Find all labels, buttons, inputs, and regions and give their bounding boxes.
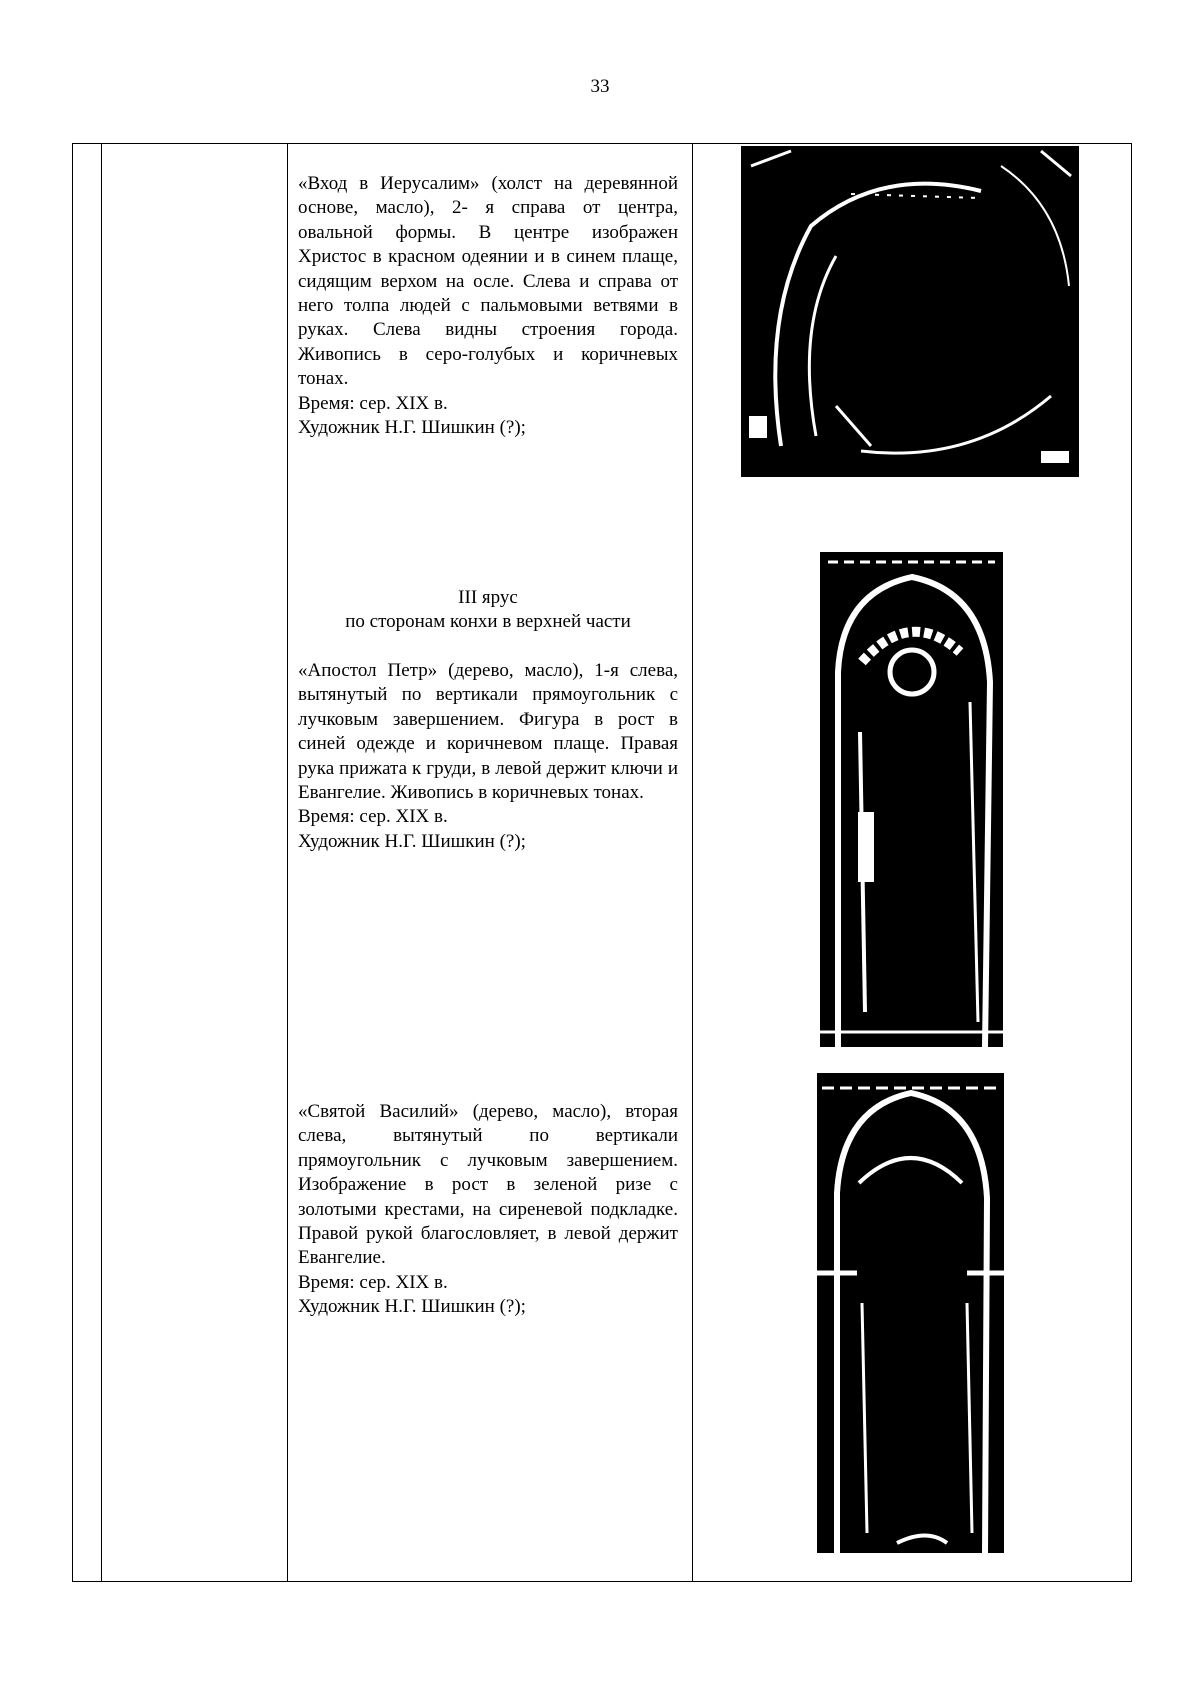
tier-heading xyxy=(298,586,678,635)
column-divider xyxy=(101,144,102,1581)
entrance-jerusalem-photo xyxy=(741,146,1079,477)
tier-title: III ярус xyxy=(458,587,518,608)
saint-basil-photo xyxy=(817,1073,1004,1553)
entry-time: Время: сер. XIX в. xyxy=(298,806,448,828)
page-number: 33 xyxy=(590,76,610,97)
entry-description: «Святой Василий» (дерево, масло), вторая слева, вытянутый по вертикали прямоугольник с лучковым завершением. Изображение в рост в зеленой ризе с золотыми крестами, на сиреневой подкладке. Правой рукой благословляет, в левой держит Евангелие. xyxy=(298,1101,678,1269)
column-divider xyxy=(287,144,288,1581)
entry-time: Время: сер. XIX в. xyxy=(298,392,448,414)
entry-description: «Апостол Петр» (дерево, масло), 1-я слева, вытянутый по вертикали прямоугольник с лучковым завершением. Фигура в рост в синей одежде и коричневом плаще. Правая рука прижата к груди, в левой держит ключи и Евангелие. Живопись в коричневых тонах. xyxy=(298,660,678,804)
entry-apostle-peter xyxy=(298,659,678,854)
entry-time: Время: сер. XIX в. xyxy=(298,1271,448,1293)
entry-artist: Художник Н.Г. Шишкин (?); xyxy=(298,417,526,439)
column-divider xyxy=(692,144,693,1581)
entry-saint-basil xyxy=(298,1100,678,1320)
entry-entrance-jerusalem xyxy=(298,172,678,440)
entry-artist: Художник Н.Г. Шишкин (?); xyxy=(298,830,526,852)
apostle-peter-photo xyxy=(820,552,1003,1047)
entry-artist: Художник Н.Г. Шишкин (?); xyxy=(298,1296,526,1318)
entry-description: «Вход в Иерусалим» (холст на деревянной основе, масло), 2- я справа от центра, овальной формы. В центре изображен Христос в красном одеянии и в синем плаще, сидящим верхом на осле. Слева и справа от него толпа людей с пальмовыми ветвями в руках. Слева видны строения города. Живопись в серо-голубых и коричневых тонах. xyxy=(298,173,678,390)
tier-subtitle: по сторонам конхи в верхней части xyxy=(345,611,631,633)
